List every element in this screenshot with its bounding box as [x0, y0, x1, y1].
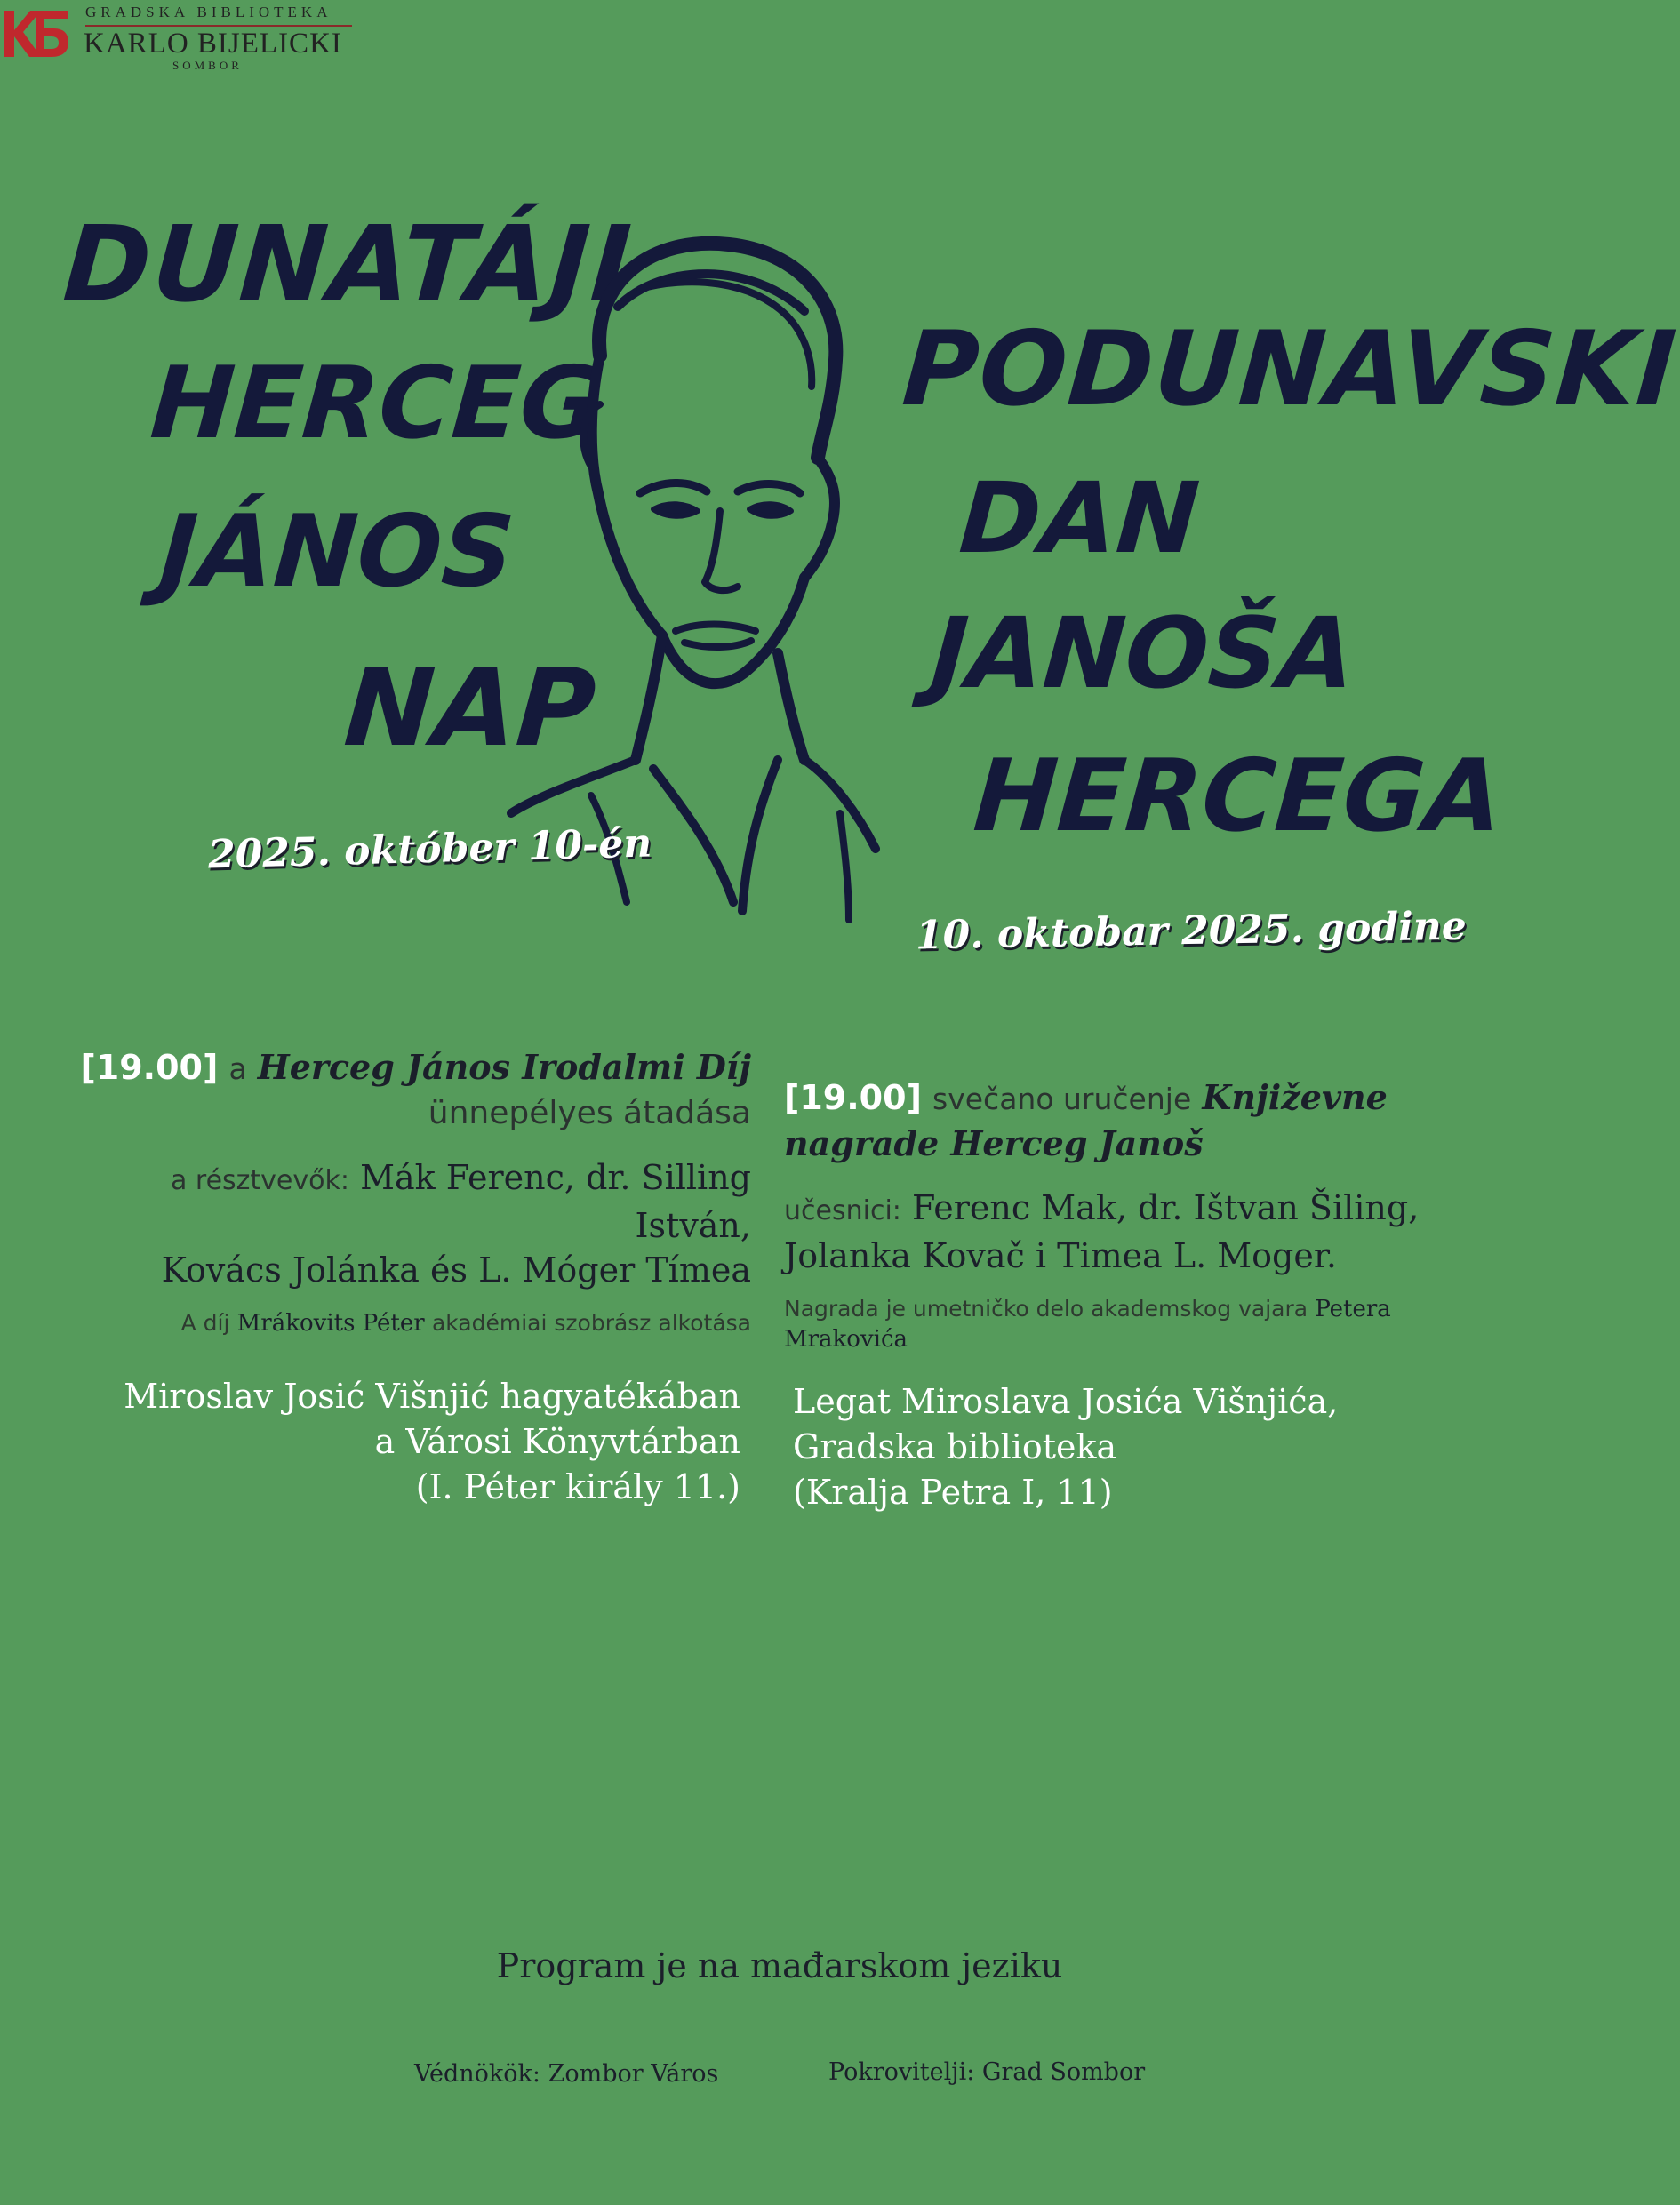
hu-venue — [53, 1374, 751, 1510]
logo-line-3: SOMBOR — [172, 59, 243, 72]
sr-venue-1: Legat Miroslava Josića Višnjića, — [793, 1382, 1339, 1421]
sr-award-line — [784, 1075, 1460, 1122]
sr-award-1: Književne — [1202, 1077, 1388, 1117]
title-hu-word-2: HERCEG — [147, 346, 606, 461]
hu-prize-post: akadémiai szobrász alkotása — [431, 1310, 751, 1336]
hu-time: [19.00] — [80, 1048, 219, 1087]
sr-venue-3: (Kralja Petra I, 11) — [793, 1473, 1113, 1512]
sr-participants — [784, 1186, 1460, 1234]
library-logo — [0, 0, 356, 76]
sr-participants-1: Ferenc Mak, dr. Ištvan Šiling, — [911, 1188, 1420, 1227]
program-hungarian — [53, 1045, 751, 1510]
sr-participants-2: Jolanka Kovač i Timea L. Moger. — [784, 1236, 1337, 1275]
date-serbian: 10. oktobar 2025. godine — [915, 903, 1468, 959]
sr-venue — [784, 1379, 1460, 1515]
sr-time: [19.00] — [784, 1078, 922, 1117]
logo-line-2: KARLO BIJELICKI — [84, 28, 342, 60]
sr-prize-note — [784, 1294, 1460, 1354]
hu-venue-1: Miroslav Josić Višnjić hagyatékában — [124, 1377, 740, 1416]
patron-hungarian: Védnökök: Zombor Város — [414, 2060, 719, 2088]
title-hu-word-3: JÁNOS — [156, 494, 518, 610]
hu-participants-2: Kovács Jolánka és L. Móger Tímea — [161, 1250, 751, 1290]
hu-award-line — [53, 1045, 751, 1091]
library-monogram-icon — [0, 7, 69, 60]
sr-prize-text: Nagrada je umetničko delo akademskog vajara — [784, 1296, 1308, 1322]
sr-pre: svečano uručenje — [932, 1082, 1192, 1116]
title-hu-word-4: NAP — [340, 647, 600, 771]
sr-award-2: nagrade Herceg Janoš — [784, 1123, 1204, 1163]
sr-venue-2: Gradska biblioteka — [793, 1427, 1117, 1466]
title-sr-word-4: HERCEGA — [970, 739, 1507, 854]
hu-prize-pre: A díj — [180, 1310, 230, 1336]
sr-participants-label: učesnici: — [784, 1195, 901, 1226]
patron-serbian: Pokrovitelji: Grad Sombor — [828, 2058, 1146, 2086]
logo-rule — [85, 25, 352, 27]
sr-prize-artist-2: Mrakovića — [784, 1326, 908, 1353]
sr-prize-artist-1: Petera — [1315, 1296, 1391, 1322]
hu-pre: a — [228, 1051, 247, 1086]
program-serbian — [784, 1075, 1460, 1515]
hu-ceremony: ünnepélyes átadása — [428, 1095, 751, 1131]
hu-participants — [53, 1155, 751, 1248]
title-sr-word-1: PODUNAVSKI — [899, 309, 1680, 429]
hu-award-name: Herceg János Irodalmi Díj — [257, 1047, 751, 1087]
title-hu-word-1: DUNATÁJI — [60, 203, 636, 325]
hu-participants-label: a résztvevők: — [170, 1165, 349, 1196]
date-hungarian: 2025. október 10-én — [207, 820, 652, 878]
hu-venue-2: a Városi Könyvtárban — [374, 1422, 740, 1461]
hu-participants-1: Mák Ferenc, dr. Silling István, — [360, 1158, 751, 1245]
hu-venue-3: (I. Péter király 11.) — [415, 1467, 740, 1506]
title-sr-word-2: DAN — [956, 461, 1203, 575]
language-note: Program je na mađarskom jeziku — [496, 1946, 1063, 1985]
hu-prize-artist: Mrákovits Péter — [236, 1310, 425, 1337]
logo-line-1: GRADSKA BIBLIOTEKA — [85, 4, 332, 20]
title-sr-word-3: JANOŠA — [927, 596, 1359, 710]
hu-prize-note — [53, 1308, 751, 1338]
